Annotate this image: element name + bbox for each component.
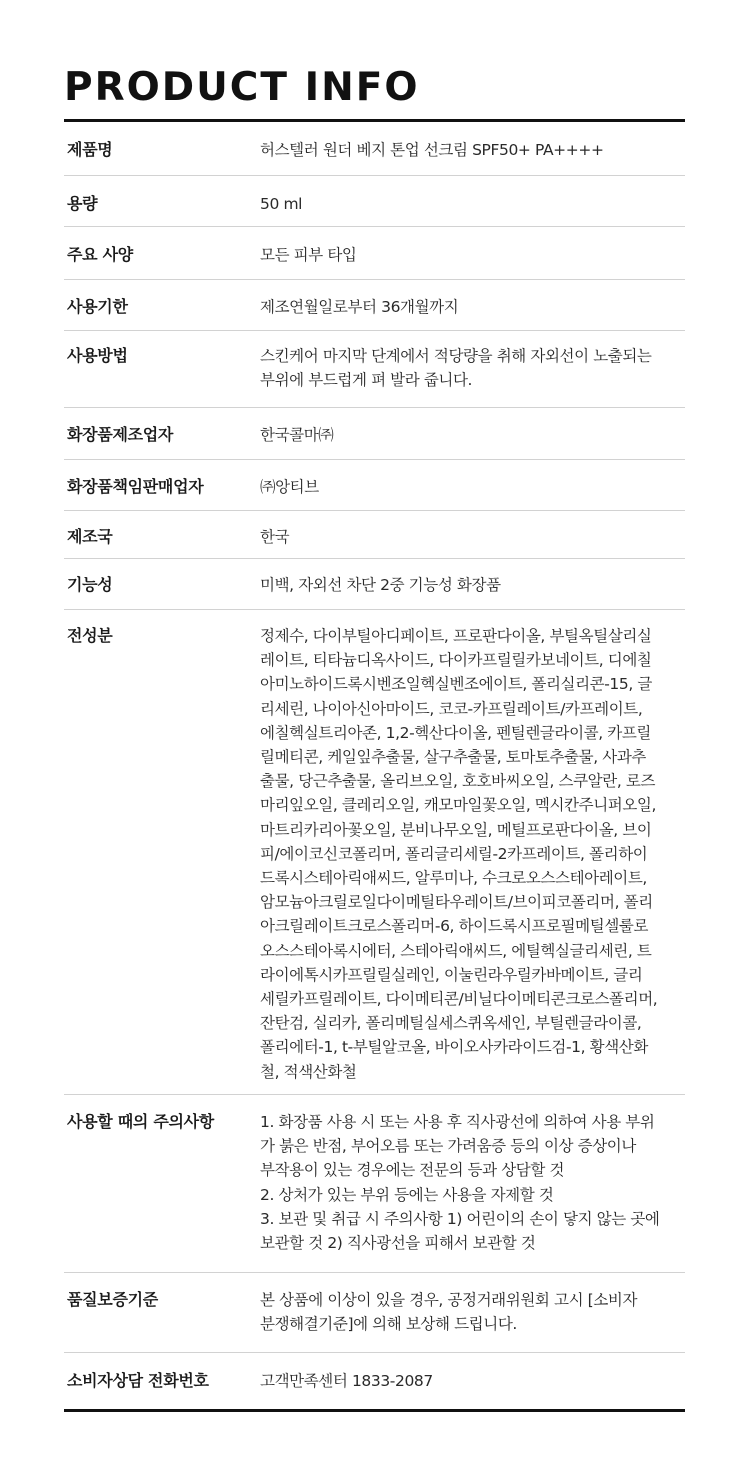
info-value-line: 고객만족센터 1833-2087 (260, 1372, 433, 1390)
info-value-line: 한국콜마㈜ (260, 426, 334, 444)
info-row-label: 제품명 (67, 140, 113, 159)
info-row-label: 사용방법 (67, 346, 128, 365)
info-value-line: 아미노하이드록시벤조일헥실벤조에이트, 폴리실리콘-15, 글 (260, 675, 652, 694)
info-row-value (260, 192, 685, 216)
info-row (64, 1352, 685, 1409)
info-value-line: 부작용이 있는 경우에는 전문의 등과 상담할 것 (260, 1161, 565, 1180)
info-row-value (260, 1369, 685, 1393)
info-value-line: 한국 (260, 528, 290, 546)
info-row (64, 510, 685, 558)
info-value-line: 암모늄아크릴로일다이메틸타우레이트/브이피코폴리머, 폴리 (260, 893, 653, 912)
info-row (64, 226, 685, 279)
info-row-value (260, 475, 685, 499)
info-value-line: 50 ml (260, 195, 303, 213)
info-row (64, 330, 685, 407)
info-row-value (260, 243, 685, 267)
info-row-value (260, 295, 685, 319)
info-value-line: 스킨케어 마지막 단계에서 적당량을 취해 자외선이 노출되는 (260, 347, 652, 365)
info-row-label: 화장품책임판매업자 (67, 477, 204, 496)
info-value-line: 드록시스테아릭애씨드, 알루미나, 수크로오스스테아레이트, (260, 869, 647, 888)
info-row-label: 용량 (67, 194, 98, 213)
info-value-line: 세릴카프릴레이트, 다이메티콘/비닐다이메티콘크로스폴리머, (260, 990, 658, 1009)
info-row-value (260, 423, 685, 447)
info-value-line: 본 상품에 이상이 있을 경우, 공정거래위원회 고시 [소비자 (260, 1291, 638, 1309)
info-value-line: 피/에이코신코폴리머, 폴리글리세릴-2카프레이트, 폴리하이 (260, 844, 648, 863)
info-row (64, 1272, 685, 1352)
info-row-value (260, 525, 685, 549)
info-value-line: 분쟁해결기준]에 의해 보상해 드립니다. (260, 1315, 517, 1334)
page-title: PRODUCT INFO (64, 65, 420, 110)
product-info-table (64, 119, 685, 1412)
info-row-label: 품질보증기준 (67, 1290, 158, 1309)
info-row (64, 459, 685, 510)
info-value-line: 제조연월일로부터 36개월까지 (260, 298, 459, 316)
info-value-line: 오스스테아록시에터, 스테아릭애씨드, 에틸헥실글리세린, 트 (260, 941, 652, 960)
info-row (64, 609, 685, 1094)
info-row (64, 122, 685, 175)
info-row-label: 주요 사양 (67, 245, 133, 264)
info-value-line: 1. 화장품 사용 시 또는 사용 후 직사광선에 의하여 사용 부위 (260, 1113, 655, 1131)
info-value-line: 아크릴레이트크로스폴리머-6, 하이드록시프로필메틸셀룰로 (260, 917, 649, 936)
info-value-line: 리세린, 나이아신아마이드, 코코-카프릴레이트/카프레이트, (260, 699, 643, 718)
info-row-label: 기능성 (67, 575, 113, 594)
info-row-value (260, 624, 685, 1084)
info-row-value (260, 1110, 685, 1255)
info-row-value (260, 573, 685, 597)
info-value-line: 모든 피부 타입 (260, 246, 357, 264)
info-row (64, 407, 685, 459)
info-row-label: 제조국 (67, 527, 113, 546)
info-value-line: 잔탄검, 실리카, 폴리메틸실세스퀴옥세인, 부틸렌글라이콜, (260, 1014, 642, 1033)
info-value-line: 허스텔러 원더 베지 톤업 선크림 SPF50+ PA++++ (260, 141, 604, 159)
info-value-line: 레이트, 티타늄디옥사이드, 다이카프릴릴카보네이트, 디에칠 (260, 651, 652, 670)
info-value-line: 부위에 부드럽게 펴 발라 줍니다. (260, 371, 473, 390)
info-row (64, 175, 685, 226)
info-row (64, 558, 685, 609)
info-value-line: 3. 보관 및 취급 시 주의사항 1) 어린이의 손이 닿지 않는 곳에 (260, 1209, 660, 1228)
info-row-value (260, 1288, 685, 1336)
info-value-line: 미백, 자외선 차단 2중 기능성 화장품 (260, 576, 501, 594)
info-row-value (260, 138, 685, 162)
info-row-label: 사용할 때의 주의사항 (67, 1112, 214, 1131)
info-value-line: 마트리카리아꽃오일, 분비나무오일, 메틸프로판다이올, 브이 (260, 820, 652, 839)
info-value-line: 폴리에터-1, t-부틸알코올, 바이오사카라이드검-1, 황색산화 (260, 1038, 648, 1057)
info-value-line: ㈜앙티브 (260, 478, 319, 496)
info-row-label: 화장품제조업자 (67, 425, 174, 444)
info-value-line: 출물, 당근추출물, 올리브오일, 호호바씨오일, 스쿠알란, 로즈 (260, 772, 656, 791)
info-row (64, 1094, 685, 1272)
info-value-line: 철, 적색산화철 (260, 1062, 357, 1081)
info-row-label: 전성분 (67, 626, 113, 645)
info-value-line: 릴메티콘, 케일잎추출물, 살구추출물, 토마토추출물, 사과추 (260, 748, 646, 767)
info-value-line: 가 붉은 반점, 부어오름 또는 가려움증 등의 이상 증상이나 (260, 1137, 636, 1156)
info-row-value (260, 344, 685, 392)
info-value-line: 라이에톡시카프릴릴실레인, 이눌린라우릴카바메이트, 글리 (260, 965, 643, 984)
info-row-label: 소비자상담 전화번호 (67, 1371, 209, 1390)
info-value-line: 에칠헥실트리아존, 1,2-헥산다이올, 펜틸렌글라이콜, 카프릴 (260, 723, 651, 742)
info-row (64, 279, 685, 330)
info-value-line: 정제수, 다이부틸아디페이트, 프로판다이올, 부틸옥틸살리실 (260, 627, 652, 645)
info-value-line: 보관할 것 2) 직사광선을 피해서 보관할 것 (260, 1234, 536, 1253)
info-value-line: 2. 상처가 있는 부위 등에는 사용을 자제할 것 (260, 1185, 554, 1204)
info-row-label: 사용기한 (67, 297, 128, 316)
info-value-line: 마리잎오일, 클레리오일, 캐모마일꽃오일, 멕시칸주니퍼오일, (260, 796, 657, 815)
